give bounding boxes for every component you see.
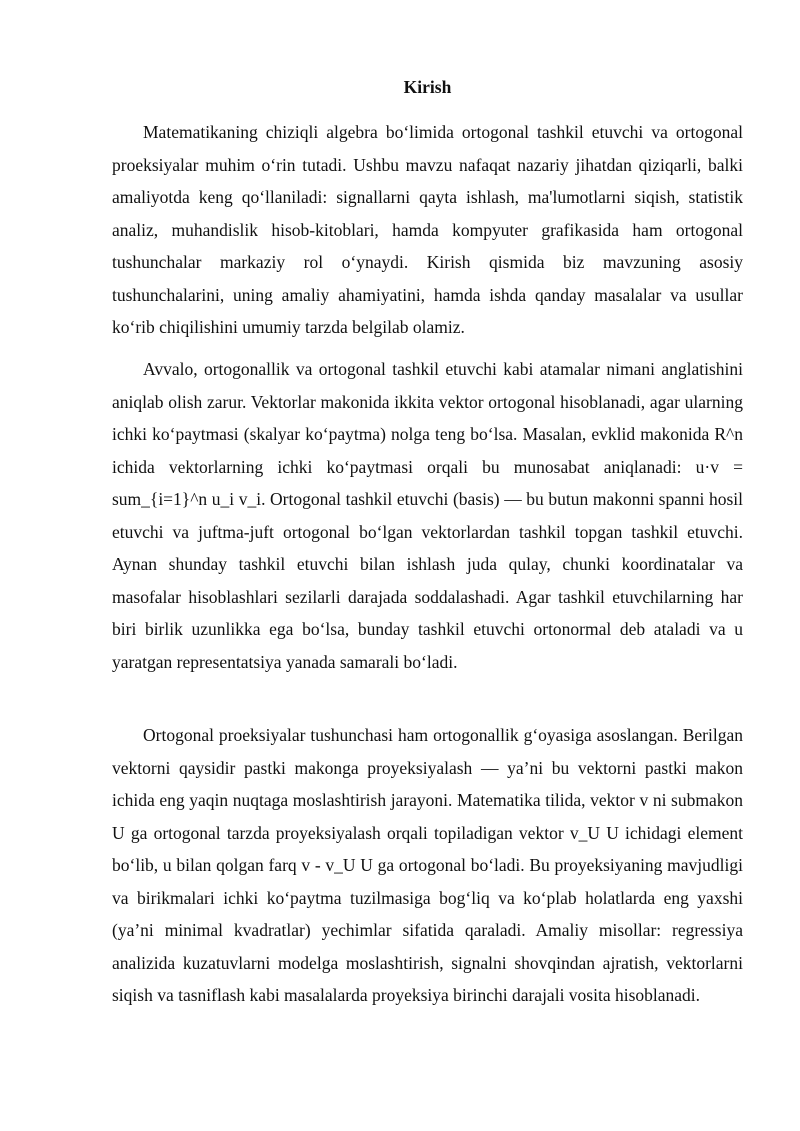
paragraph-orthogonality: Avvalo, ortogonallik va ortogonal tashkil etuvchi kabi atamalar nimani anglatishini aniqlab olish zarur. Vektorlar makonida ikkita vektor ortogonal hisoblanadi, agar ularning ichki ko‘paytmasi (skalyar ko‘paytma) nolga teng bo‘lsa. Masalan, evklid makonida R^n ichida vektorlarning ichki ko‘paytmasi orqali bu munosabat aniqlanadi: u·v = sum_{i=1}^n u_i v_i. Ortogonal tashkil etuvchi (basis) — bu butun makonni spanni hosil etuvchi va juftma-juft ortogonal bo‘lgan vektorlardan tashkil topgan tashkil etuvchi. Aynan shunday tashkil etuvchi bilan ishlash juda qulay, chunki koordinatalar va masofalar hisoblashlari sezilarli darajada soddalashadi. Agar tashkil etuvchilarning har biri birlik uzunlikka ega bo‘lsa, bunday tashkil etuvchi ortonormal deb ataladi va u yaratgan representatsiya yanada samarali bo‘ladi.	[112, 359, 743, 672]
paragraph-introduction: Matematikaning chiziqli algebra bo‘limida ortogonal tashkil etuvchi va ortogonal proeksiyalar muhim o‘rin tutadi. Ushbu mavzu nafaqat nazariy jihatdan qiziqarli, balki amaliyotda keng qo‘llaniladi: signallarni qayta ishlash, ma'lumotlarni siqish, statistik analiz, muhandislik hisob-kitoblari, hamda kompyuter grafikasida ham ortogonal tushunchalar markaziy rol o‘ynaydi. Kirish qismida biz mavzuning asosiy tushunchalarini, uning amaliy ahamiyatini, hamda ishda qanday masalalar va usullar ko‘rib chiqilishini umumiy tarzda belgilab olamiz.	[112, 122, 743, 337]
paragraph-projections: Ortogonal proeksiyalar tushunchasi ham ortogonallik g‘oyasiga asoslangan. Berilgan vektorni qaysidir pastki makonga proyeksiyalash — ya’ni bu vektorni pastki makon ichida eng yaqin nuqtaga moslashtirish jarayoni. Matematika tilida, vektor v ni submakon U ga ortogonal tarzda proyeksiyalash orqali topiladigan vektor v_U U ichidagi element bo‘lib, u bilan qolgan farq v - v_U U ga ortogonal bo‘ladi. Bu proyeksiyaning mavjudligi va birikmalari ichki ko‘paytma tuzilmasiga bog‘liq va ko‘plab holatlarda eng yaxshi (ya’ni minimal kvadratlar) yechimlar sifatida qaraladi. Amaliy misollar: regressiya analizida kuzatuvlarni modelga moslashtirish, signalni shovqindan ajratish, vektorlarni siqish va tasniflash kabi masalalarda proyeksiya birinchi darajali vosita hisoblanadi.	[112, 725, 743, 1005]
section-heading: Kirish	[403, 77, 452, 97]
